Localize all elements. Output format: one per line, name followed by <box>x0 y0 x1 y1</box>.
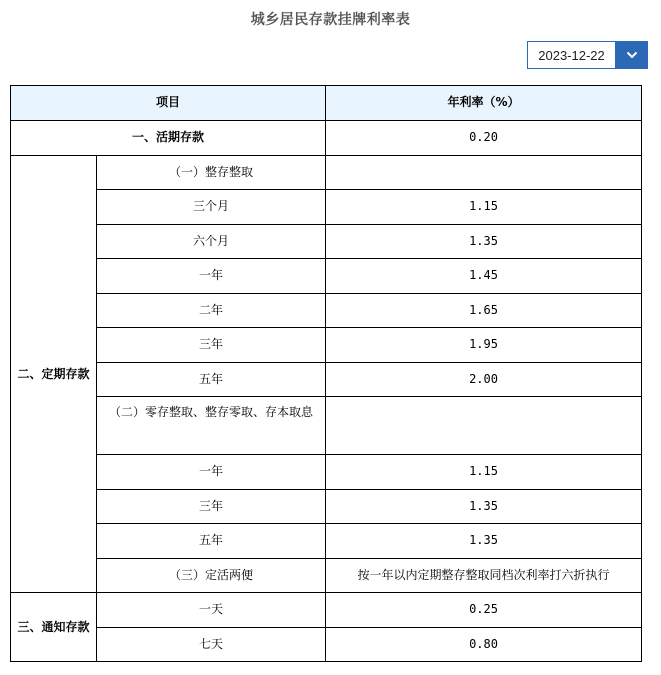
date-select-dropdown-button[interactable] <box>615 41 648 69</box>
rate-value: 1.15 <box>326 455 642 490</box>
term-label: 五年 <box>97 362 326 397</box>
table-row <box>11 362 642 397</box>
table-row <box>11 593 642 628</box>
term-label: 一天 <box>97 593 326 628</box>
table-row <box>11 489 642 524</box>
column-header-item: 项目 <box>11 86 326 121</box>
rate-value: 1.95 <box>326 328 642 363</box>
table-header-row <box>11 86 642 121</box>
page-title: 城乡居民存款挂牌利率表 <box>250 12 411 28</box>
table-row <box>11 558 642 593</box>
rate-lump-sum <box>326 155 642 190</box>
table-row <box>11 397 642 455</box>
rate-value: 1.15 <box>326 190 642 225</box>
term-label: 六个月 <box>97 224 326 259</box>
rate-value: 1.45 <box>326 259 642 294</box>
rate-demand: 0.20 <box>326 121 642 156</box>
table-row <box>11 224 642 259</box>
rate-value: 1.35 <box>326 524 642 559</box>
table-row <box>11 259 642 294</box>
date-select-value[interactable]: 2023-12-22 <box>527 41 615 69</box>
table-row <box>11 524 642 559</box>
rate-flexible: 按一年以内定期整存整取同档次利率打六折执行 <box>326 558 642 593</box>
table-row <box>11 627 642 662</box>
term-label: 五年 <box>97 524 326 559</box>
term-label: 一年 <box>97 259 326 294</box>
date-select[interactable] <box>527 41 648 69</box>
rate-value: 1.35 <box>326 224 642 259</box>
subcategory-lump-sum: （一）整存整取 <box>97 155 326 190</box>
term-label: 二年 <box>97 293 326 328</box>
rate-value: 2.00 <box>326 362 642 397</box>
term-label: 一年 <box>97 455 326 490</box>
category-notice-deposit: 三、通知存款 <box>11 593 97 662</box>
rate-value: 1.35 <box>326 489 642 524</box>
category-time-deposit: 二、定期存款 <box>11 155 97 593</box>
subcategory-installment: （二）零存整取、整存零取、存本取息 <box>97 397 326 455</box>
rate-value: 0.80 <box>326 627 642 662</box>
table-row <box>11 293 642 328</box>
table-row <box>11 455 642 490</box>
term-label: 三年 <box>97 328 326 363</box>
term-label: 七天 <box>97 627 326 662</box>
rate-value: 0.25 <box>326 593 642 628</box>
table-row <box>11 121 642 156</box>
subcategory-flexible: （三）定活两便 <box>97 558 326 593</box>
row-label-demand: 一、活期存款 <box>11 121 326 156</box>
rate-installment <box>326 397 642 455</box>
term-label: 三年 <box>97 489 326 524</box>
column-header-rate: 年利率（%） <box>326 86 642 121</box>
term-label: 三个月 <box>97 190 326 225</box>
rate-table <box>10 85 642 662</box>
rate-value: 1.65 <box>326 293 642 328</box>
table-row <box>11 190 642 225</box>
table-row <box>11 155 642 190</box>
table-row <box>11 328 642 363</box>
chevron-down-icon <box>626 51 638 59</box>
